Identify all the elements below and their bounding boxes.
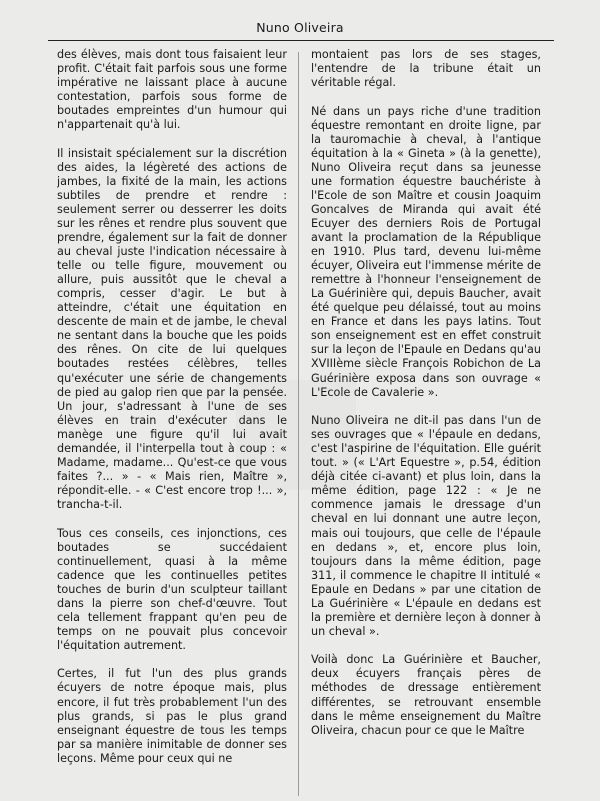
paragraph: des élèves, mais dont tous faisaient leur profit. C'était fait parfois sous une forme impérative ne laissant place à aucune contestation, parfois sous forme de boutades empreintes d'un humour qui n'appartenait qu'à lui. (57, 48, 287, 132)
header-rule (48, 40, 554, 41)
paragraph: Certes, il fut l'un des plus grands écuyers de notre époque mais, plus encore, il fut très probablement l'un des plus grands, si pas le plus grand enseignant équestre de tous les temps par sa manière inimitable de donner ses leçons. Même pour ceux qui ne (57, 667, 287, 765)
paragraph: Tous ces conseils, ces injonctions, ces boutades se succédaient continuellement, quasi à la même cadence que les continuelles petites touches de burin d'un sculpteur taillant dans la pierre son chef-d'œuvre. Tout cela tellement frappant qu'en peu de temps on ne pouvait plus concevoir l'équitation autrement. (57, 526, 287, 652)
running-header-title: Nuno Oliveira (256, 20, 344, 35)
left-column (57, 48, 287, 796)
right-column (311, 48, 541, 796)
paragraph: Né dans un pays riche d'une tradition équestre remontant en droite ligne, par la tauromachie à cheval, à l'antique équitation à la « Gineta » (à la genette), Nuno Oliveira reçut dans sa jeunesse une formation équestre bauchériste à l'Ecole de son Maître et cousin Joaquim Goncalves de Miranda qui avait été Ecuyer des derniers Rois de Portugal avant la proclamation de la République en 1910. Plus tard, devenu lui-même écuyer, Oliveira eut l'immense mérite de remettre à l'honneur l'enseignement de La Guérinière qui, depuis Baucher, avait été quelque peu délaissé, tout au moins en France et dans les pays latins. Tout son enseignement est en effet construit sur la leçon de l'Epaule en Dedans qu'au XVIIIème siècle François Robichon de La Guérinière exposa dans son ouvrage « L'Ecole de Cavalerie ». (311, 104, 541, 399)
paragraph: Il insistait spécialement sur la discrétion des aides, la légèreté des actions de jambes, la fixité de la main, les actions subtiles de prendre et rendre : seulement serrer ou desserrer les doits sur les rênes et rendre plus souvent que prendre, également sur la fait de donner au cheval juste l'indication nécessaire à telle ou telle figure, mouvement ou allure, puis aussitôt que le cheval a compris, cesser d'agir. Le but à atteindre, c'était une équitation en descente de main et de jambe, le cheval ne sentant dans la bouche que les poids des rênes. On cite de lui quelques boutades restées célèbres, telles qu'exécuter une série de changements de pied au galop rien que par la pensée. Un jour, s'adressant à l'une de ses élèves en train d'exécuter dans le manège une figure qu'il lui avait demandée, il l'interpella tout à coup : « Madame, madame... Qu'est-ce que vous faites ?... » - « Mais rien, Maître », répondit-elle. - « C'est encore trop !... », trancha-t-il. (57, 146, 287, 511)
paragraph: montaient pas lors de ses stages, l'entendre de la tribune était un véritable régal. (311, 48, 541, 90)
paragraph: Nuno Oliveira ne dit-il pas dans l'un de ses ouvrages que « l'épaule en dedans, c'est l'aspirine de l'équitation. Elle guérit tout. » (« L'Art Equestre », p.54, édition déjà citée ci-avant) et plus loin, dans la même édition, page 122 : « Je ne commence jamais le dressage d'un cheval en lui donnant une autre leçon, mais oui toujours, que celle de l'épaule en dedans », et, encore plus loin, toujours dans la même édition, page 311, il commence le chapitre II intitulé « Epaule en Dedans » par une citation de La Guérinière « L'épaule en dedans est la première et dernière leçon à donner à un cheval ». (311, 414, 541, 638)
paragraph: Voilà donc La Guérinière et Baucher, deux écuyers français pères de méthodes de dressage entièrement différentes, se retrouvant ensemble dans le même enseignement du Maître Oliveira, chacun pour ce que le Maître (311, 653, 541, 737)
column-divider (298, 52, 299, 796)
